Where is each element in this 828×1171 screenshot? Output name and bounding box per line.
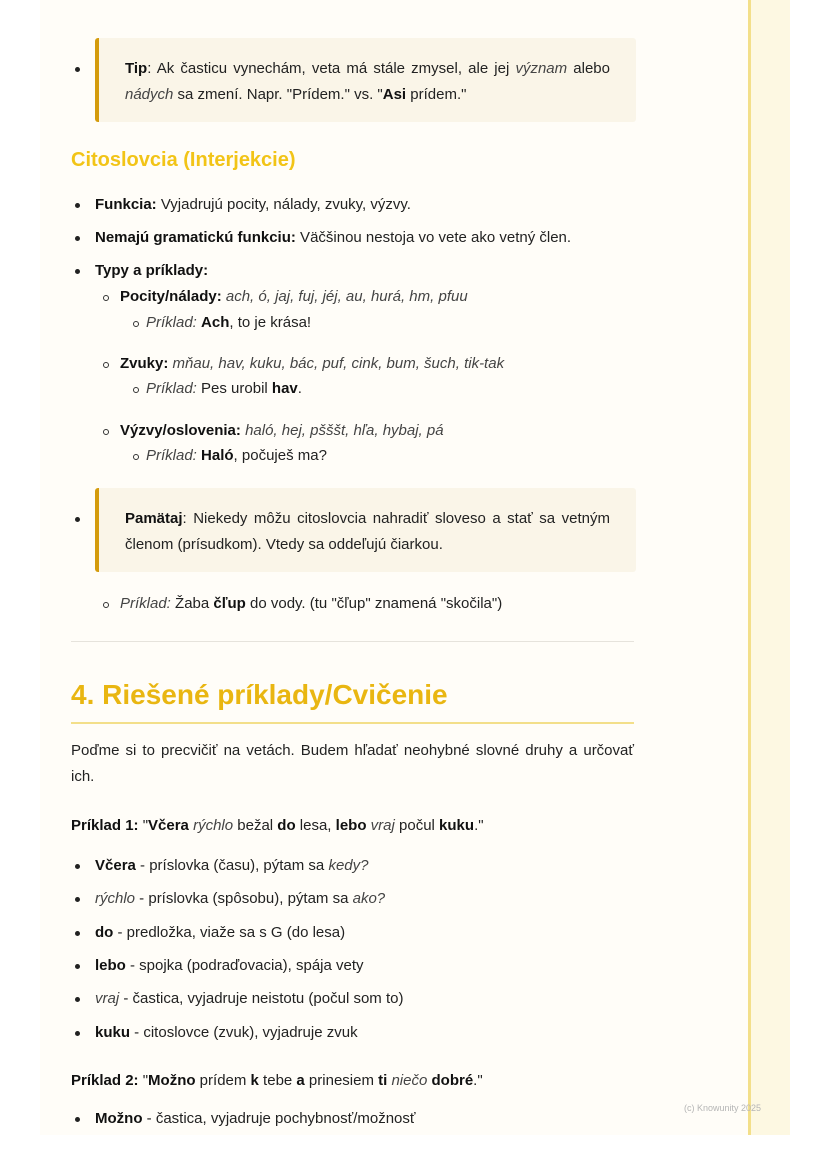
text: ." (473, 1072, 483, 1089)
text: " (138, 817, 149, 834)
text: Citoslovcia (Interjekcie) (71, 149, 296, 171)
text: počul (394, 817, 440, 834)
text: - predložka, viaže sa s G (do lesa) (113, 924, 346, 941)
circle-bullet-icon (103, 602, 109, 608)
bold-text: Včera (148, 817, 189, 834)
text: 4. Riešené príklady/Cvičenie (71, 679, 448, 710)
bold-text: hav (271, 380, 298, 397)
text: - častica, vyjadruje pochybnosť/možnosť (142, 1110, 416, 1127)
bold-text: lebo (335, 817, 367, 834)
text: , to je krása! (229, 314, 312, 331)
list-item (95, 986, 403, 1012)
tip-box (95, 38, 636, 122)
text: " (138, 1072, 149, 1089)
circle-bullet-icon (133, 387, 139, 393)
bold-text: do (277, 817, 296, 834)
italic-text: kedy? (328, 857, 369, 874)
bullet-icon (75, 964, 80, 969)
list-item (146, 376, 302, 402)
bold-text: Asi (382, 86, 407, 103)
text: ." (474, 817, 484, 834)
list-item (95, 225, 571, 251)
italic-text: vraj (95, 990, 120, 1007)
text: sa zmení. Napr. "Prídem." vs. " (173, 86, 383, 103)
circle-bullet-icon (133, 321, 139, 327)
text: prídem." (406, 86, 467, 103)
italic-text: mňau, hav, kuku, bác, puf, cink, bum, šuch, tik-tak (172, 355, 505, 372)
bold-text: Včera (95, 857, 136, 874)
bullet-icon (75, 67, 80, 72)
text: Väčšinou nestoja vo vete ako vetný člen. (295, 229, 572, 246)
text: . (297, 380, 302, 397)
list-item (95, 886, 385, 912)
italic-text: Príklad: (120, 595, 171, 612)
bold-text: Výzvy/oslovenia: (120, 422, 241, 439)
text: : Niekedy môžu citoslovcia nahradiť sloveso a stať sa vetným členom (prísudkom). Vtedy sa oddeľujú čiarkou. (125, 510, 610, 553)
circle-bullet-icon (133, 454, 139, 460)
chapter-heading (71, 678, 448, 712)
list-item (95, 258, 208, 284)
heading-underline (71, 722, 634, 724)
italic-text: niečo (391, 1072, 428, 1089)
text: Žaba (170, 595, 214, 612)
bold-text: Nemajú gramatickú funkciu: (95, 229, 296, 246)
italic-text: haló, hej, pšššt, hľa, hybaj, pá (245, 422, 444, 439)
bold-text: Príklad 2: (71, 1072, 139, 1089)
list-item (95, 920, 345, 946)
italic-text: rýchlo (95, 890, 136, 907)
italic-text: rýchlo (193, 817, 234, 834)
circle-bullet-icon (103, 362, 109, 368)
list-item (95, 1020, 358, 1046)
bullet-icon (75, 269, 80, 274)
list-item (120, 418, 444, 444)
example-sentence (71, 813, 484, 839)
text: Vyjadrujú pocity, nálady, zvuky, výzvy. (156, 196, 411, 213)
italic-text: vraj (370, 817, 395, 834)
bold-text: Funkcia: (95, 196, 157, 213)
bullet-icon (75, 997, 80, 1002)
bullet-icon (75, 864, 80, 869)
bold-text: Ach (201, 314, 230, 331)
bold-text: a (296, 1072, 305, 1089)
text: - príslovka (času), pýtam sa (135, 857, 329, 874)
list-item (146, 443, 327, 469)
text: prídem (195, 1072, 251, 1089)
italic-text: význam (515, 60, 568, 77)
bold-text: Možno (95, 1110, 143, 1127)
text: , počuješ ma? (233, 447, 327, 464)
bold-text: k (250, 1072, 259, 1089)
italic-text: Príklad: (146, 380, 197, 397)
copyright: (c) Knowunity 2025 (684, 1103, 762, 1113)
bold-text: Možno (148, 1072, 196, 1089)
text: - spojka (podraďovacia), spája vety (125, 957, 364, 974)
bullet-icon (75, 1117, 80, 1122)
italic-text: nádych (125, 86, 174, 103)
bold-text: Príklad 1: (71, 817, 139, 834)
text: : Ak časticu vynechám, veta má stále zmysel, ale jej (147, 60, 516, 77)
bullet-icon (75, 897, 80, 902)
text: prinesiem (304, 1072, 379, 1089)
side-strip (748, 0, 790, 1135)
bullet-icon (75, 203, 80, 208)
bold-text: Zvuky: (120, 355, 169, 372)
bold-text: čľup (213, 595, 246, 612)
text: lesa, (295, 817, 336, 834)
list-item (120, 284, 468, 310)
bold-text: dobré (431, 1072, 474, 1089)
divider (71, 641, 634, 642)
italic-text: ach, ó, jaj, fuj, jéj, au, hurá, hm, pfuu (225, 288, 468, 305)
bold-text: do (95, 924, 114, 941)
list-item (95, 953, 364, 979)
list-item (95, 1106, 416, 1132)
bold-text: Haló (201, 447, 234, 464)
section-heading (71, 147, 296, 173)
list-item (95, 853, 368, 879)
bold-text: lebo (95, 957, 126, 974)
bold-text: Pamätaj (125, 510, 183, 527)
example-sentence (71, 1068, 483, 1094)
side-strip-line (748, 0, 751, 1135)
italic-text: Príklad: (146, 314, 197, 331)
remember-box (95, 488, 636, 572)
bullet-icon (75, 931, 80, 936)
text: tebe (258, 1072, 297, 1089)
bold-text: Typy a príklady: (95, 262, 209, 279)
text: Poďme si to precvičiť na vetách. Budem hľadať neohybné slovné druhy a určovať ich. (71, 742, 634, 785)
italic-text: ako? (352, 890, 386, 907)
italic-text: Príklad: (146, 447, 197, 464)
text: - častica, vyjadruje neistotu (počul som to) (119, 990, 404, 1007)
text: bežal (233, 817, 278, 834)
list-item (146, 310, 311, 336)
paragraph (71, 738, 634, 790)
text: alebo (567, 60, 610, 77)
circle-bullet-icon (103, 429, 109, 435)
text: do vody. (tu "čľup" znamená "skočila") (245, 595, 503, 612)
text: Pes urobil (196, 380, 272, 397)
bullet-icon (75, 236, 80, 241)
bullet-icon (75, 517, 80, 522)
bold-text: ti (378, 1072, 388, 1089)
list-item (95, 192, 411, 218)
list-item (120, 351, 504, 377)
text: - príslovka (spôsobu), pýtam sa (135, 890, 353, 907)
bold-text: kuku (95, 1024, 131, 1041)
bullet-icon (75, 1031, 80, 1036)
bold-text: Tip (125, 60, 148, 77)
circle-bullet-icon (103, 295, 109, 301)
text: - citoslovce (zvuk), vyjadruje zvuk (130, 1024, 358, 1041)
list-item (120, 591, 502, 617)
bold-text: kuku (439, 817, 475, 834)
bold-text: Pocity/nálady: (120, 288, 222, 305)
